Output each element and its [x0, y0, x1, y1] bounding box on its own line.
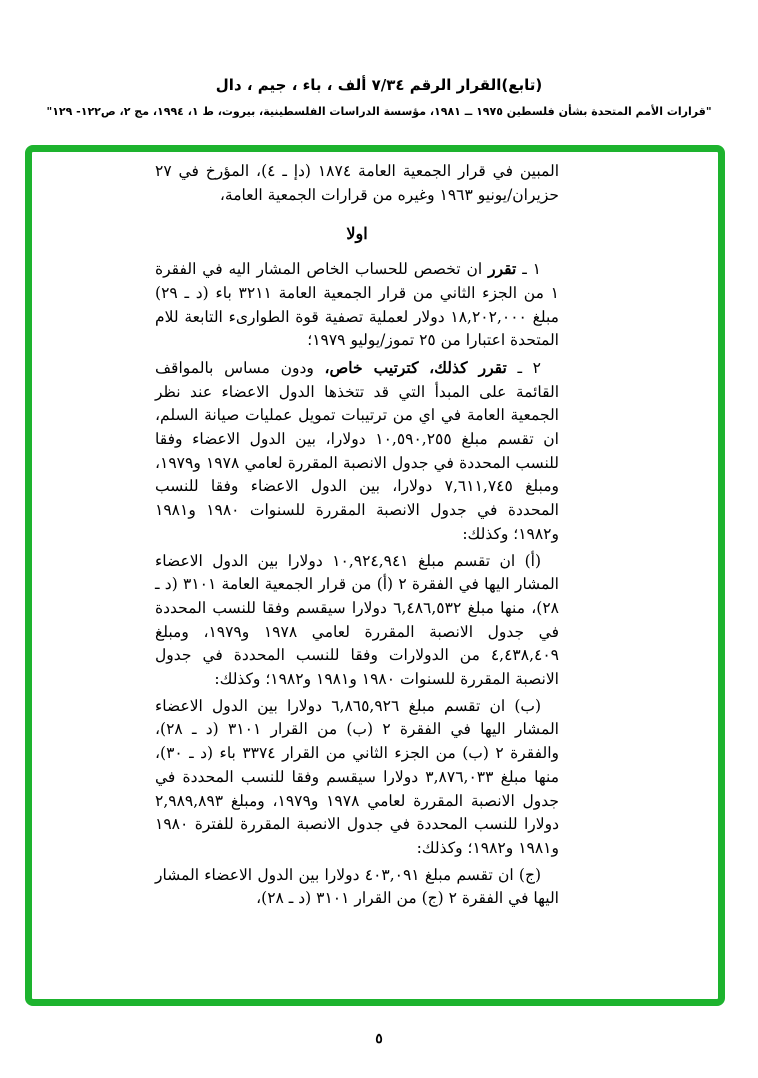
paragraph-1: ١ ـ تقرر ان تخصص للحساب الخاص المشار اليه في الفقرة ١ من الجزء الثاني من قرار الجمعية العامة ٣٢١١ باء (د ـ ٢٩) مبلغ ١٨,٢٠٢,٠٠٠ دولار لعملية تصفية قوة الطوارىء التابعة للام المتحدة اعتبارا من ٢٥ تموز/يوليو ١٩٧٩؛: [155, 259, 559, 350]
resolution-title: (تابع)القرار الرقم ٧/٣٤ ألف ، باء ، جيم ، دال: [215, 76, 543, 94]
paragraph-2: ٢ ـ تقرر كذلك، كترتيب خاص، ودون مساس بالمواقف القائمة على المبدأ التي قد تتخذها الدول الاعضاء عند نظر الجمعية العامة في اي من ترتيبات تمويل عمليات صيانة السلم، ان تقسم مبلغ ١٠,٥٩٠,٢٥٥ دولارا، بين الدول الاعضاء وفقا للنسب المحددة في جدول الانصبة المقررة لعامي ١٩٧٨ و١٩٧٩، ومبلغ ٧,٦١١,٧٤٥ دولارا، بين الدول الاعضاء وفقا للنسب المحددة في جدول الانصبة المقررة للسنوات ١٩٨٠ و١٩٨١ و١٩٨٢؛ وكذلك:: [155, 357, 560, 543]
paragraph-c: (ج) ان تقسم مبلغ ٤٠٣,٠٩١ دولارا بين الدول الاعضاء المشار اليها في الفقرة ٢ (ج) من القرار ٣١٠١ (د ـ ٢٨)،: [155, 865, 559, 908]
source-citation: "قرارات الأمم المتحدة بشأن فلسطين ١٩٧٥ ــ ١٩٨١، مؤسسة الدراسات الفلسطينية، بيروت، ط ١، ١٩٩٤، مج ٢، ص١٢٢- ١٢٩": [46, 105, 712, 118]
document-paragraphs: [155, 257, 559, 911]
page-number: ٥: [375, 1031, 383, 1047]
paragraph-a: (أ) ان تقسم مبلغ ١٠,٩٢٤,٩٤١ دولارا بين الدول الاعضاء المشار اليها في الفقرة ٢ (أ) من قرار الجمعية العامة ٣١٠١ (د ـ ٢٨)، منها مبلغ ٦,٤٨٦,٥٣٢ دولارا سيقسم وفقا للنسب المحددة في جدول الانصبة المقررة لعامي ١٩٧٨ و١٩٧٩، ومبلغ ٤,٤٣٨,٤٠٩ من الدولارات وفقا للنسب المحددة في جدول الانصبة المقررة للسنوات ١٩٨٠ و١٩٨١ و١٩٨٢؛ وكذلك:: [155, 551, 559, 689]
intro-paragraph: المبين في قرار الجمعية العامة ١٨٧٤ (دإ ـ ٤)، المؤرخ في ٢٧ حزيران/يونيو ١٩٦٣ وغيره من قرارات الجمعية العامة،: [155, 162, 559, 204]
section-heading: اولا: [346, 224, 368, 244]
resolution-body: [155, 160, 559, 914]
paragraph-b: (ب) ان تقسم مبلغ ٦,٨٦٥,٩٢٦ دولارا بين الدول الاعضاء المشار اليها في الفقرة ٢ (ب) من القرار ٣١٠١ (د ـ ٢٨)، والفقرة ٢ (ب) من الجزء الثاني من القرار ٣٣٧٤ باء (د ـ ٣٠)، منها مبلغ ٣,٨٧٦,٠٣٣ دولارا سيقسم وفقا للنسب المحددة في جدول الانصبة المقررة لعامي ١٩٧٨ و١٩٧٩، ومبلغ ٢,٩٨٩,٨٩٣ دولارا للنسب المحددة في جدول الانصبة المقررة للفترة ١٩٨٠ و١٩٨١ و١٩٨٢؛ وكذلك:: [155, 696, 560, 857]
